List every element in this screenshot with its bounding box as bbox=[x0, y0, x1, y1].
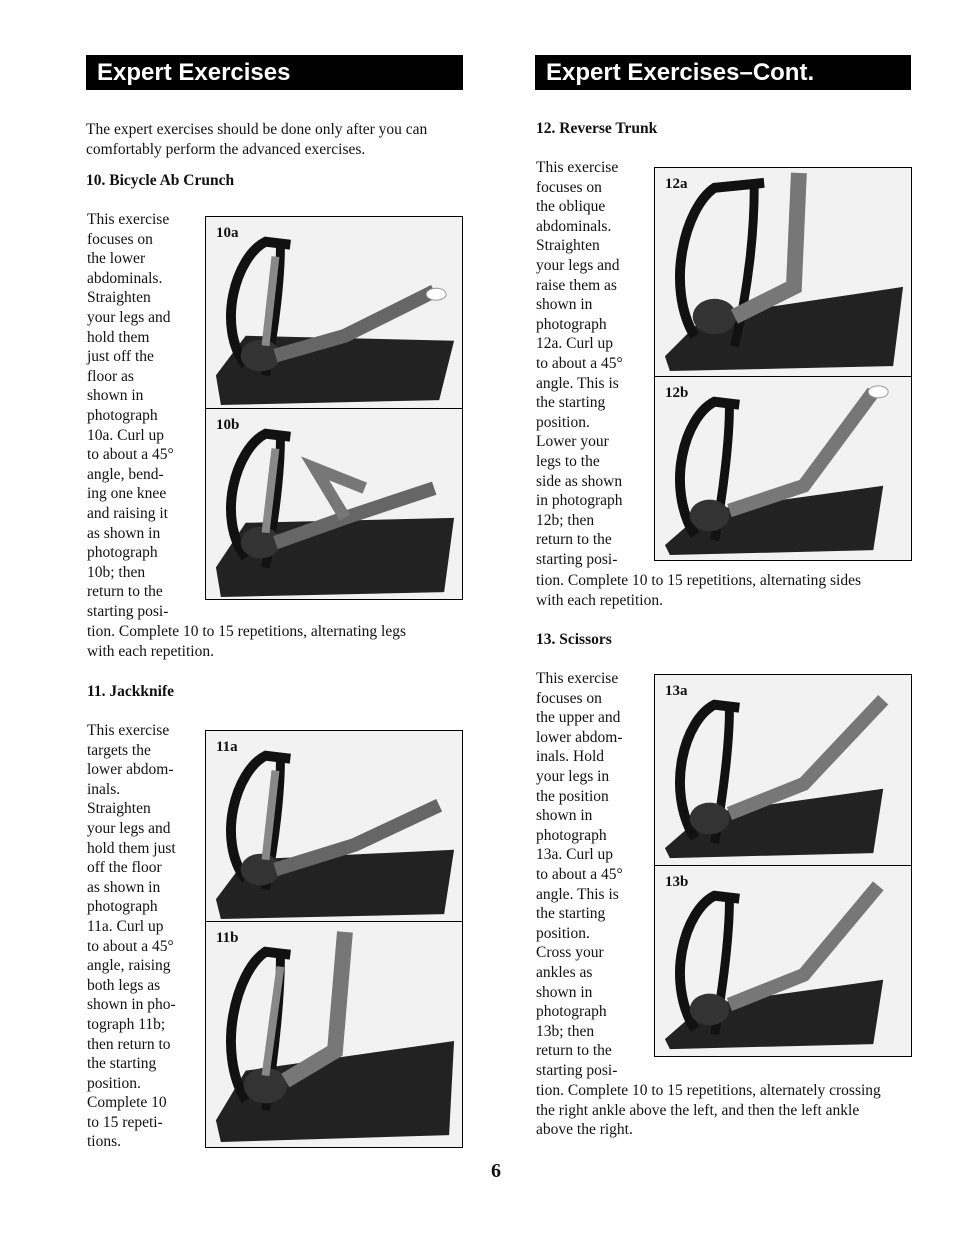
photo-11a bbox=[205, 730, 463, 922]
exercise-12-side-text: This exercise focuses on the oblique abdominals. Straighten your legs and raise them as shown in photograph 12a. Curl up to about a 45° angle. This is the starting position. Lower your legs to the side as shown in photograph 12b; then return to the starting posi- bbox=[536, 159, 623, 568]
photo-13a-label: 13a bbox=[665, 683, 688, 699]
photo-13b-label: 13b bbox=[665, 874, 689, 890]
page-number: 6 bbox=[491, 1160, 501, 1182]
photo-13b bbox=[654, 865, 912, 1057]
exercise-photo-icon bbox=[655, 675, 911, 865]
exercise-photo-icon bbox=[206, 731, 462, 921]
exercise-photo-icon bbox=[655, 377, 911, 560]
exercise-10-side-text: This exercise focuses on the lower abdominals. Straighten your legs and hold them just off the floor as shown in photograph 10a. Curl up to about a 45° angle, bend- ing one knee and raising it as shown in photograph 10b; then return to the starting posi- bbox=[87, 211, 174, 620]
photo-10b bbox=[205, 408, 463, 600]
exercise-photo-icon bbox=[655, 168, 911, 376]
photo-12b bbox=[654, 376, 912, 561]
photo-10b-label: 10b bbox=[216, 417, 240, 433]
exercise-12-tail-text: tion. Complete 10 to 15 repetitions, alternating sides with each repetition. bbox=[536, 572, 862, 609]
photo-11b bbox=[205, 921, 463, 1148]
exercise-12-heading: 12. Reverse Trunk bbox=[536, 120, 658, 137]
exercise-13-side-text: This exercise focuses on the upper and lower abdom- inals. Hold your legs in the position shown in photograph 13a. Curl up to about a 45° angle. This is the starting position. Cross your ankles as shown in photograph 13b; then return to the starting posi- bbox=[536, 670, 623, 1079]
section-title-expert-exercises: Expert Exercises bbox=[86, 55, 463, 90]
photo-12b-label: 12b bbox=[665, 385, 689, 401]
exercise-13-tail-text: tion. Complete 10 to 15 repetitions, alternately crossing the right ankle above the left, and then the left ankle above the right. bbox=[536, 1082, 881, 1139]
exercise-photo-icon bbox=[206, 409, 462, 599]
exercise-photo-icon bbox=[206, 922, 462, 1147]
exercise-11-side-text: This exercise targets the lower abdom- inals. Straighten your legs and hold them just off the floor as shown in photograph 11a. Curl up to about a 45° angle, raising both legs as shown in pho- tograph 11b; then return to the starting position. Complete 10 to 15 repeti- tions. bbox=[87, 722, 176, 1151]
exercise-11-heading: 11. Jackknife bbox=[87, 683, 174, 700]
intro-text: The expert exercises should be done only after you can comfortably perform the advanced exercises. bbox=[86, 121, 428, 158]
photo-10a bbox=[205, 216, 463, 409]
exercise-photo-icon bbox=[655, 866, 911, 1056]
exercise-photo-icon bbox=[206, 217, 462, 408]
photo-12a-label: 12a bbox=[665, 176, 688, 192]
exercise-10-tail-text: tion. Complete 10 to 15 repetitions, alternating legs with each repetition. bbox=[87, 623, 406, 660]
photo-11a-label: 11a bbox=[216, 739, 238, 755]
photo-10a-label: 10a bbox=[216, 225, 239, 241]
photo-12a bbox=[654, 167, 912, 377]
section-title-expert-exercises-cont: Expert Exercises–Cont. bbox=[535, 55, 911, 90]
photo-11b-label: 11b bbox=[216, 930, 239, 946]
exercise-13-heading: 13. Scissors bbox=[536, 631, 612, 648]
photo-13a bbox=[654, 674, 912, 866]
exercise-10-heading: 10. Bicycle Ab Crunch bbox=[86, 172, 235, 189]
